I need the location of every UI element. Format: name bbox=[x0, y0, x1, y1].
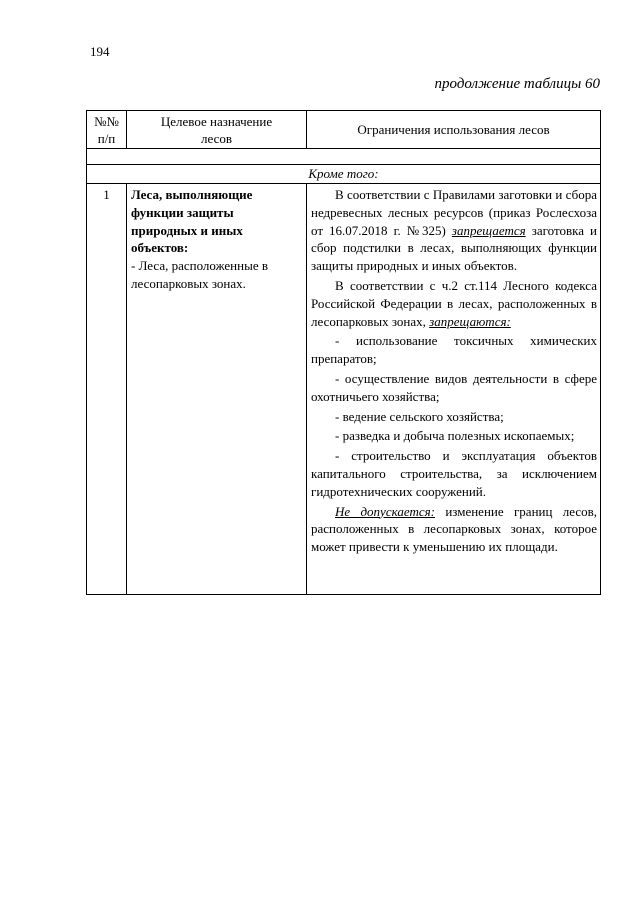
purpose-heading: Леса, выполняющие функции защиты природных и иных объектов: bbox=[131, 187, 253, 256]
row-number: 1 bbox=[87, 184, 127, 595]
emphasis-not-allowed: Не допускается: bbox=[335, 503, 435, 519]
paragraph-3: Не допускается: изменение границ лесов, расположенных в лесопарковых зонах, которое может привести к уменьшению их площади. bbox=[311, 503, 598, 555]
section-row bbox=[87, 165, 601, 184]
emphasis-forbidden: запрещается bbox=[451, 222, 526, 238]
table-continuation-caption: продолжение таблицы 60 bbox=[434, 76, 600, 92]
spacer-row bbox=[87, 149, 601, 165]
header-restrictions: Ограничения использования лесов bbox=[307, 111, 601, 149]
list-item: - использование токсичных химических препаратов; bbox=[311, 333, 597, 367]
list-item: - разведка и добыча полезных ископаемых; bbox=[335, 428, 575, 444]
paragraph-2: В соответствии с ч.2 ст.114 Лесного кодекса Российской Федерации в лесах, расположенных в лесопарковых зонах, запрещаются: bbox=[311, 277, 597, 329]
table-header-row bbox=[87, 111, 601, 149]
section-title: Кроме того: bbox=[87, 165, 601, 184]
purpose-text: - Леса, расположенные в лесопарковых зонах. bbox=[131, 258, 268, 291]
restrictions-table bbox=[86, 110, 601, 595]
header-number: №№ п/п bbox=[87, 111, 127, 149]
list-item: - осуществление видов деятельности в сфере охотничьего хозяйства; bbox=[311, 370, 597, 404]
list-item: - строительство и эксплуатация объектов капитального строительства, за исключением гидротехнических сооружений. bbox=[311, 448, 597, 499]
row-purpose bbox=[127, 184, 307, 595]
page-number: 194 bbox=[90, 44, 110, 59]
row-restrictions bbox=[307, 184, 601, 595]
table-row bbox=[87, 184, 601, 595]
paragraph-1: В соответствии с Правилами заготовки и сбора недревесных лесных ресурсов (приказ Рослесхоза от 16.07.2018 г. №325) запрещается заготовка и сбор подстилки в лесах, выполняющих функции защиты природных и иных объектов. bbox=[311, 187, 597, 274]
header-purpose: Целевое назначение лесов bbox=[127, 111, 307, 149]
list-item: - ведение сельского хозяйства; bbox=[335, 408, 504, 424]
emphasis-forbidden-plural: запрещаются: bbox=[429, 313, 511, 329]
